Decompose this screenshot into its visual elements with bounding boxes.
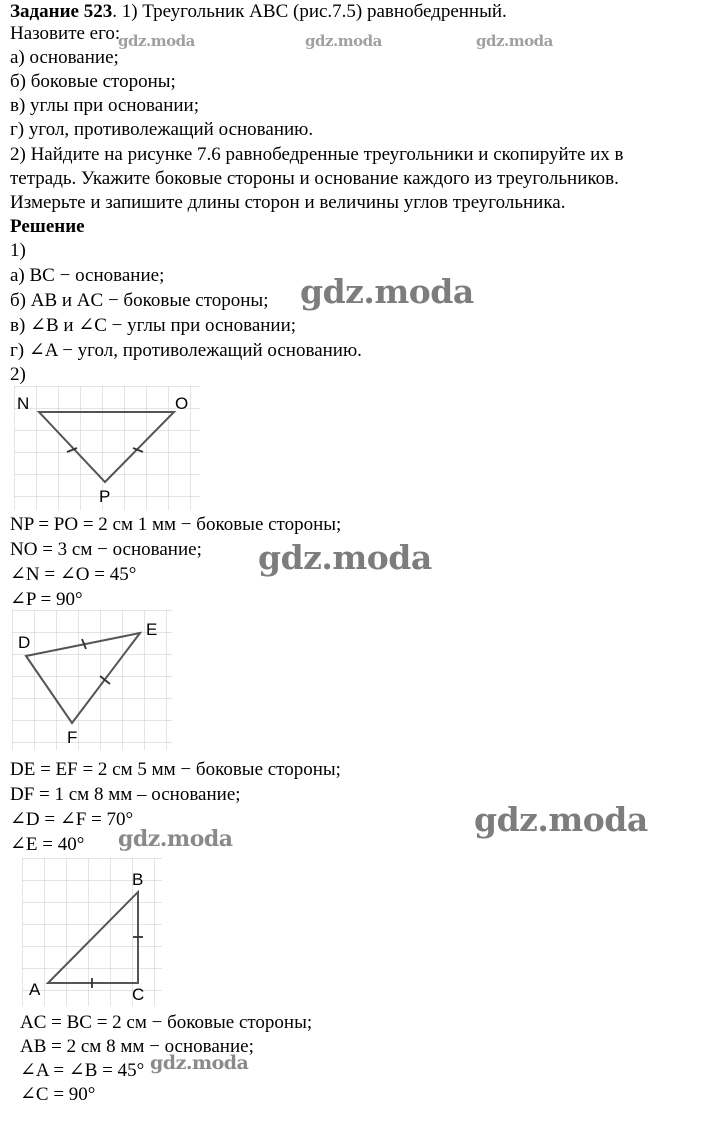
watermark: gdz.moda <box>305 32 382 50</box>
figure3-fact: ∠C = 90° <box>20 1084 96 1105</box>
figure2-fact: ∠D = ∠F = 70° <box>10 809 134 830</box>
task-line: Назовите его: <box>10 23 121 44</box>
watermark: gdz.moda <box>300 272 474 311</box>
vertex-label-e: E <box>146 620 158 639</box>
task-line: б) боковые стороны; <box>10 71 176 92</box>
answer-line: в) ∠B и ∠C − углы при основании; <box>10 315 297 336</box>
vertex-label-a: A <box>29 980 41 999</box>
figure1-fact: NP = PO = 2 см 1 мм − боковые стороны; <box>10 514 342 535</box>
answer-line: г) ∠A − угол, противолежащий основанию. <box>10 340 362 361</box>
figure3-fact: AC = BC = 2 см − боковые стороны; <box>20 1012 313 1033</box>
vertex-label-n: N <box>17 394 30 413</box>
vertex-label-p: P <box>99 487 111 506</box>
triangle-nop-figure <box>14 386 200 510</box>
figure3-fact: ∠A = ∠B = 45° <box>20 1060 145 1081</box>
vertex-label-f: F <box>67 728 78 747</box>
vertex-label-d: D <box>18 633 31 652</box>
task-line: тетрадь. Укажите боковые стороны и основание каждого из треугольников. <box>10 168 619 189</box>
task-line: в) углы при основании; <box>10 95 199 116</box>
vertex-label-o: O <box>175 394 189 413</box>
triangle-abc-figure <box>22 858 162 1006</box>
figure3-fact: AB = 2 см 8 мм − основание; <box>20 1036 254 1057</box>
watermark: gdz.moda <box>118 32 195 50</box>
answer-line: а) BC − основание; <box>10 265 165 286</box>
task-line: а) основание; <box>10 47 119 68</box>
watermark: gdz.moda <box>258 538 432 577</box>
vertex-label-b: B <box>132 870 144 889</box>
triangle-def-figure <box>12 610 172 750</box>
figure2-fact: ∠E = 40° <box>10 834 85 855</box>
task-title-text: . 1) Треугольник ABC (рис.7.5) равнобедренный. <box>112 1 507 22</box>
answer-line: б) AB и AC − боковые стороны; <box>10 290 269 311</box>
vertex-label-c: C <box>132 985 145 1004</box>
part2-label: 2) <box>10 364 26 385</box>
task-title <box>10 0 507 24</box>
task-number: Задание 523 <box>10 1 113 22</box>
solution-heading: Решение <box>10 216 85 237</box>
watermark: gdz.moda <box>474 800 648 839</box>
task-line: Измерьте и запишите длины сторон и величины углов треугольника. <box>10 192 566 213</box>
watermark: gdz.moda <box>118 826 233 852</box>
figure1-fact: ∠N = ∠O = 45° <box>10 564 137 585</box>
task-line: г) угол, противолежащий основанию. <box>10 119 314 140</box>
watermark: gdz.moda <box>476 32 553 50</box>
figure1-fact: ∠P = 90° <box>10 589 83 610</box>
task-line: 2) Найдите на рисунке 7.6 равнобедренные треугольники и скопируйте их в <box>10 144 624 165</box>
figure1-fact: NO = 3 см − основание; <box>10 539 202 560</box>
figure2-fact: DF = 1 см 8 мм – основание; <box>10 784 241 805</box>
watermark: gdz.moda <box>150 1052 249 1074</box>
figure2-fact: DE = EF = 2 см 5 мм − боковые стороны; <box>10 759 341 780</box>
part1-label: 1) <box>10 240 26 261</box>
